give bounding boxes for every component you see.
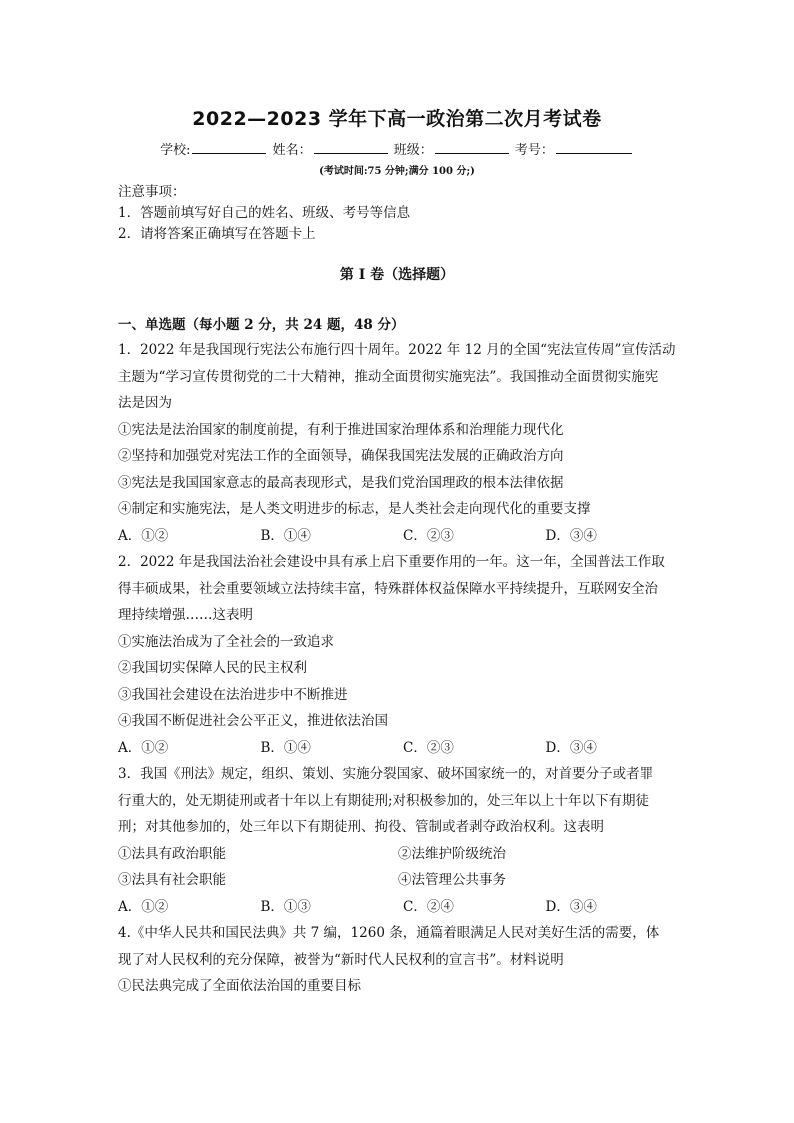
answer-options [118, 894, 688, 921]
statement: ①民法典完成了全面依法治国的重要目标 [118, 978, 361, 994]
option-b: B．①④ [260, 739, 311, 756]
option-c: C．②④ [403, 898, 454, 915]
statement: ④我国不断促进社会公平正义，推进依法治国 [118, 713, 388, 729]
name-blank [314, 141, 388, 154]
statement: ④法管理公共事务 [398, 872, 506, 888]
question-stem-line: 行重大的，处无期徒刑或者十年以上有期徒刑;对积极参加的，处三年以上十年以下有期徒 [118, 792, 650, 809]
name-label: 姓名： [272, 143, 312, 158]
question-stem-line: 3．我国《刑法》规定，组织、策划、实施分裂国家、破坏国家统一的，对首要分子或者罪 [118, 766, 654, 782]
option-c: C．②③ [403, 739, 454, 756]
statement: ③宪法是我国国家意志的最高表现形式，是我们党治国理政的根本法律依据 [118, 474, 564, 491]
statement: ④制定和实施宪法，是人类文明进步的标志，是人类社会走向现代化的重要支撑 [118, 501, 591, 517]
question-stem-line: 2．2022 年是我国法治社会建设中具有承上启下重要作用的一年。这一年，全国普法工作取 [118, 554, 665, 570]
question-stem-line: 现了对人民权利的充分保障，被誉为“新时代人民权利的宣言书”。材料说明 [118, 951, 564, 968]
option-b: B．①③ [260, 898, 311, 915]
question-stem-line: 1．2022 年是我国现行宪法公布施行四十周年。2022 年 12 月的全国“宪法宣传周”宣传活动 [118, 342, 676, 358]
part-heading: 一、单选题（每小题 2 分，共 24 题，48 分） [118, 317, 405, 333]
exam-number-blank [556, 141, 632, 154]
statement: ②坚持和加强党对宪法工作的全面领导，确保我国宪法发展的正确政治方向 [118, 448, 564, 464]
school-label: 学校: [160, 143, 191, 158]
option-d: D．③④ [545, 898, 597, 915]
option-a: A．①② [118, 527, 169, 544]
question-stem-line: 法是因为 [118, 395, 172, 411]
option-c: C．②③ [403, 527, 454, 544]
question-stem-line: 得丰硕成果，社会重要领域立法持续丰富，特殊群体权益保障水平持续提升，互联网安全治 [118, 580, 658, 597]
answer-options [118, 523, 688, 550]
question-stem-line: 4.《中华人民共和国民法典》共 7 编，1260 条，通篇着眼满足人民对美好生活的需要，体 [118, 925, 660, 941]
statement: ①实施法治成为了全社会的一致追求 [118, 633, 334, 650]
class-label: 班级： [393, 143, 433, 158]
statement: ③我国社会建设在法治进步中不断推进 [118, 686, 348, 703]
notes-heading: 注意事项： [118, 184, 186, 200]
question-stem-line: 理持续增强……这表明 [118, 607, 253, 623]
exam-number-label: 考号： [514, 143, 554, 158]
statement: ③法具有社会职能 [118, 872, 226, 888]
statement: ②法维护阶级统治 [398, 845, 506, 862]
option-d: D．③④ [545, 739, 597, 756]
statement-pair [118, 841, 688, 868]
notes-block [118, 182, 410, 245]
statement: ①法具有政治职能 [118, 845, 226, 862]
note-item: 1．答题前填写好自己的姓名、班级、考号等信息 [118, 205, 411, 221]
question-1 [118, 337, 688, 1000]
option-a: A．①② [118, 898, 169, 915]
option-b: B．①④ [260, 527, 311, 544]
exam-title: 2022—2023 学年下高一政治第二次月考试卷 [192, 108, 602, 130]
school-blank [192, 141, 266, 154]
question-stem-line: 刑；对其他参加的，处三年以下有期徒刑、拘役、管制或者剥夺政治权利。这表明 [118, 819, 604, 835]
student-info-line [0, 139, 794, 158]
section-title: 第 I 卷（选择题） [339, 267, 455, 283]
question-stem-line: 主题为“学习宣传贯彻党的二十大精神，推动全面贯彻实施宪法”。我国推动全面贯彻实施宪 [118, 368, 659, 385]
option-a: A．①② [118, 739, 169, 756]
note-item: 2．请将答案正确填写在答题卡上 [118, 226, 316, 242]
answer-options [118, 735, 688, 762]
statement-pair [118, 867, 688, 894]
statement: ①宪法是法治国家的制度前提，有利于推进国家治理体系和治理能力现代化 [118, 421, 564, 438]
statement: ②我国切实保障人民的民主权利 [118, 660, 307, 676]
option-d: D．③④ [545, 527, 597, 544]
class-blank [435, 141, 509, 154]
exam-time-note: (考试时间:75 分钟;满分 100 分;) [319, 166, 475, 177]
